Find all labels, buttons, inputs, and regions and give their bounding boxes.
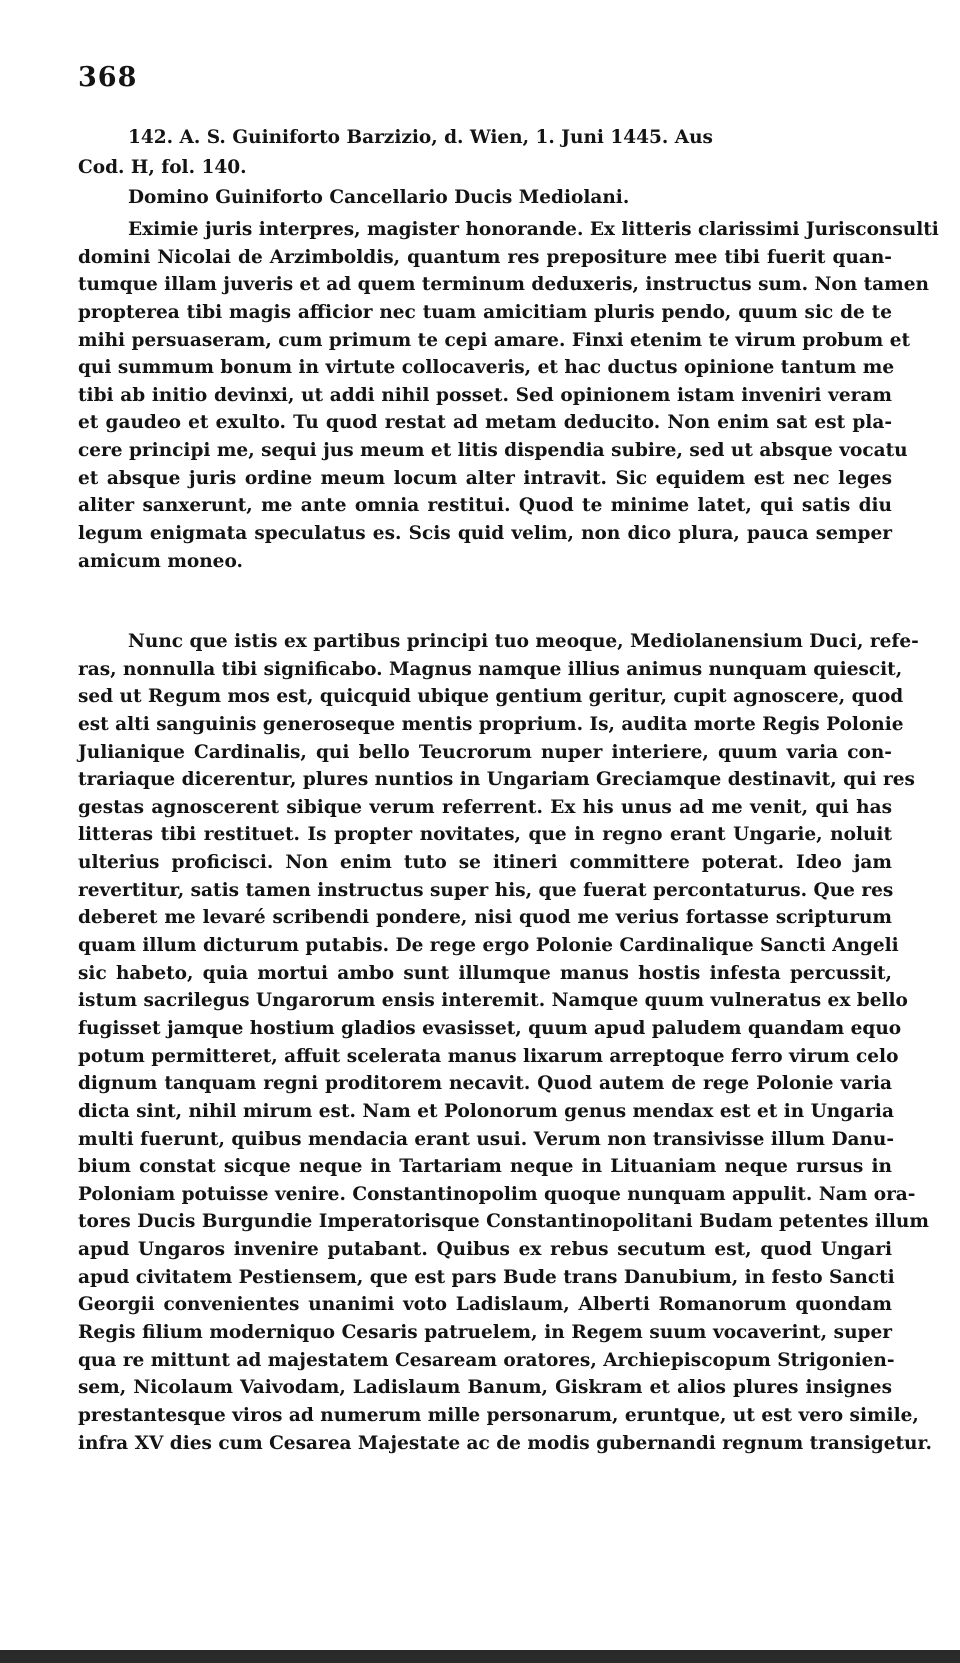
text-line: prestantesque viros ad numerum mille personarum, eruntque, ut est vero simile, — [78, 1404, 919, 1426]
page-bottom-edge — [0, 1650, 960, 1663]
text-line: dignum tanquam regni proditorem necavit. Quod autem de rege Polonie varia — [78, 1073, 892, 1095]
text-line: legum enigmata speculatus es. Scis quid velim, non dico plura, pauca semper — [78, 523, 892, 545]
text-line: multi fuerunt, quibus mendacia erant usui. Verum non transivisse illum Danu- — [78, 1128, 895, 1150]
page-number: 368 — [78, 62, 138, 93]
text-line: ras, nonnulla tibi significabo. Magnus namque illius animus nunquam quiescit, — [78, 658, 903, 680]
text-line: qui summum bonum in virtute collocaveris, et hac ductus opinione tantum me — [78, 357, 895, 379]
text-line: Julianique Cardinalis, qui bello Teucrorum nuper interiere, quum varia con- — [78, 741, 892, 763]
letter-source: Cod. H, fol. 140. — [78, 157, 247, 178]
text-line: Nunc que istis ex partibus principi tuo meoque, Mediolanensium Duci, refe- — [128, 631, 919, 652]
text-line: est alti sanguinis generoseque mentis proprium. Is, audita morte Regis Polonie — [78, 713, 904, 735]
text-line: tores Ducis Burgundie Imperatorisque Constantinopolitani Budam petentes illum — [78, 1211, 929, 1233]
text-line: istum sacrilegus Ungarorum ensis interemit. Namque quum vulneratus ex bello — [78, 990, 908, 1012]
text-line: apud civitatem Pestiensem, que est pars Bude trans Danubium, in festo Sancti — [78, 1266, 895, 1288]
text-line: Georgii convenientes unanimi voto Ladislaum, Alberti Romanorum quondam — [78, 1294, 892, 1316]
letter-address: Domino Guiniforto Cancellario Ducis Mediolani. — [128, 187, 630, 208]
text-line: apud Ungaros invenire putabant. Quibus ex rebus secutum est, quod Ungari — [78, 1239, 892, 1261]
text-line: amicum moneo. — [78, 550, 243, 572]
text-line: Regis filium moderniquo Cesaris patruelem, in Regem suum vocaverint, super — [78, 1322, 892, 1344]
text-line: trariaque dicerentur, plures nuntios in Ungariam Greciamque destinavit, qui res — [78, 769, 915, 791]
text-line: potum permitteret, affuit scelerata manus lixarum arreptoque ferro virum celo — [78, 1045, 899, 1067]
text-line: Poloniam potuisse venire. Constantinopolim quoque nunquam appulit. Nam ora- — [78, 1183, 916, 1205]
text-line: et gaudeo et exulto. Tu quod restat ad metam deducito. Non enim sat est pla- — [78, 412, 892, 434]
text-line: qua re mittunt ad majestatem Cesaream oratores, Archiepiscopum Strigonien- — [78, 1349, 895, 1371]
text-line: bium constat sicque neque in Tartariam neque in Lituaniam neque rursus in — [78, 1156, 892, 1178]
text-line: ulterius proficisci. Non enim tuto se itineri committere poterat. Ideo jam — [78, 852, 892, 874]
paragraph-1 — [78, 216, 939, 575]
text-line: domini Nicolai de Arzimboldis, quantum res prepositure mee tibi fuerit quan- — [78, 246, 892, 268]
text-line: tibi ab initio devinxi, ut addi nihil posset. Sed opinionem istam inveniri veram — [78, 384, 892, 406]
text-line: fugisset jamque hostium gladios evasisset, quum apud paludem quandam equo — [78, 1017, 902, 1039]
text-line: infra XV dies cum Cesarea Majestate ac de modis gubernandi regnum transigetur. — [78, 1432, 932, 1454]
text-line: revertitur, satis tamen instructus super his, que fuerat percontaturus. Que res — [78, 879, 894, 901]
text-line: et absque juris ordine meum locum alter intravit. Sic equidem est nec leges — [78, 467, 892, 489]
text-line: tumque illam juveris et ad quem terminum deduxeris, instructus sum. Non tamen — [78, 274, 929, 296]
text-line: dicta sint, nihil mirum est. Nam et Polonorum genus mendax est et in Ungaria — [78, 1100, 894, 1122]
letter-heading: 142. A. S. Guiniforto Barzizio, d. Wien, 1. Juni 1445. Aus — [128, 127, 713, 148]
text-line: mihi persuaseram, cum primum te cepi amare. Finxi etenim te virum probum et — [78, 329, 911, 351]
text-line: cere principi me, sequi jus meum et litis dispendia subire, sed ut absque vocatu — [78, 440, 908, 462]
text-line: quam illum dicturum putabis. De rege ergo Polonie Cardinalique Sancti Angeli — [78, 935, 899, 957]
text-line: aliter sanxerunt, me ante omnia restitui. Quod te minime latet, qui satis diu — [78, 495, 892, 517]
text-line: gestas agnoscerent sibique verum referrent. Ex his unus ad me venit, qui has — [78, 796, 892, 818]
paragraph-2 — [78, 628, 932, 1457]
text-line: Eximie juris interpres, magister honorande. Ex litteris clarissimi Jurisconsulti — [128, 219, 939, 240]
text-line: propterea tibi magis afficior nec tuam amicitiam pluris pendo, quum sic de te — [78, 301, 892, 323]
text-line: sed ut Regum mos est, quicquid ubique gentium geritur, cupit agnoscere, quod — [78, 686, 904, 708]
text-line: deberet me levaré scribendi pondere, nisi quod me verius fortasse scripturum — [78, 907, 892, 929]
text-line: sem, Nicolaum Vaivodam, Ladislaum Banum, Giskram et alios plures insignes — [78, 1377, 892, 1399]
text-line: litteras tibi restituet. Is propter novitates, que in regno erant Ungarie, noluit — [78, 824, 892, 846]
text-line: sic habeto, quia mortui ambo sunt illumque manus hostis infesta percussit, — [78, 962, 892, 984]
